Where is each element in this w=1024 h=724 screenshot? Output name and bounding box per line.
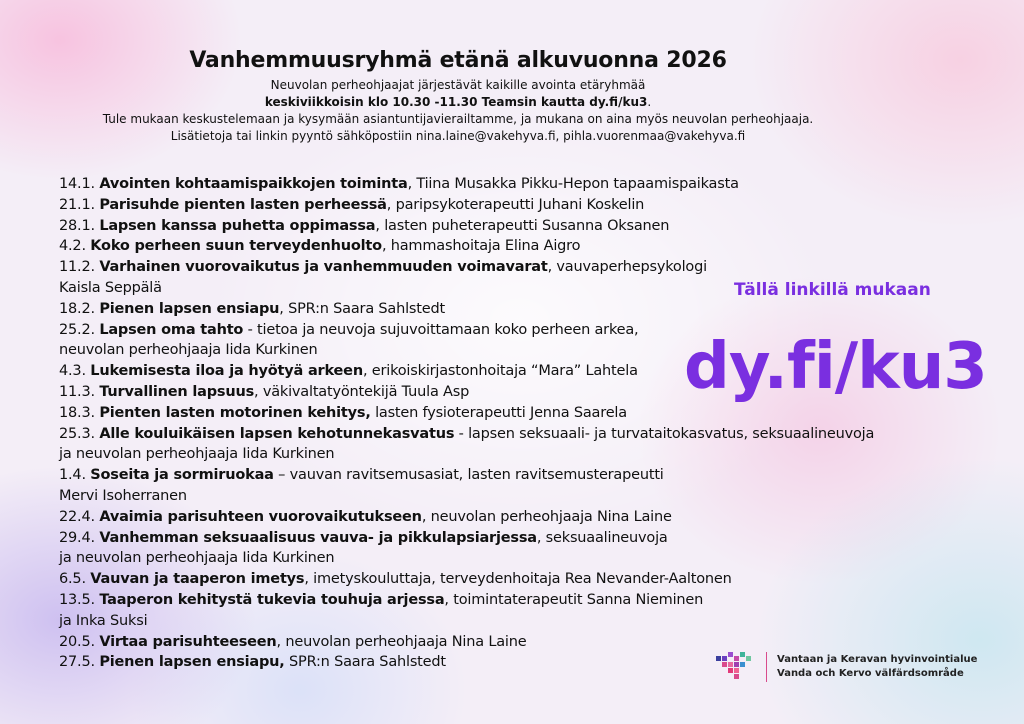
schedule-speaker: , vauvaperhepsykologi [547, 259, 707, 276]
contact-line: Lisätietoja tai linkin pyyntö sähköpostiin nina.laine@vakehyva.fi, pihla.vuorenmaa@vakehyva.fi [170, 129, 746, 143]
schedule-date: ja neuvolan perheohjaaja Iida Kurkinen [59, 446, 335, 463]
schedule-date: 4.2. [59, 238, 91, 255]
page-title: Vanhemmuusryhmä etänä alkuvuonna 2026 [189, 48, 727, 73]
schedule-date: 4.3. [59, 363, 91, 380]
schedule-row [59, 424, 879, 445]
schedule-row [59, 465, 879, 486]
schedule-speaker: , hammashoitaja Elina Aigro [381, 238, 581, 255]
schedule-date: 18.2. [59, 300, 100, 317]
schedule-date: 25.3. [59, 425, 100, 442]
schedule-speaker: , imetyskouluttaja, terveydenhoitaja Rea Nevander-Aaltonen [304, 571, 732, 588]
schedule-row [59, 236, 879, 257]
schedule-row [59, 569, 879, 590]
logo-divider [766, 652, 767, 682]
intro-line-2 [0, 94, 916, 111]
schedule-topic: Parisuhde pienten lasten perheessä [99, 196, 387, 213]
schedule-topic: Lapsen kanssa puhetta oppimassa [99, 217, 376, 234]
schedule-date: 18.3. [59, 404, 100, 421]
wellbeing-area-logo-icon [716, 652, 754, 682]
schedule-date: 20.5. [59, 633, 100, 650]
schedule-row [59, 507, 879, 528]
schedule-date: 6.5. [59, 571, 91, 588]
schedule-topic: Pienen lapsen ensiapu [99, 300, 280, 317]
schedule-speaker: , neuvolan perheohjaaja Nina Laine [276, 633, 527, 650]
schedule-row [59, 611, 879, 632]
logo-text [777, 653, 977, 681]
intro-line-3: Tule mukaan keskustelemaan ja kysymään asiantuntijavierailtamme, ja mukana on aina myös neuvolan perheohjaaja. [102, 112, 814, 126]
schedule-date: 11.3. [59, 383, 100, 400]
schedule-row [59, 174, 879, 195]
schedule-speaker: , paripsykoterapeutti Juhani Koskelin [386, 196, 645, 213]
schedule-speaker: , Tiina Musakka Pikku-Hepon tapaamispaikasta [407, 176, 739, 192]
link-label: Tällä linkillä mukaan [734, 280, 931, 300]
schedule-topic: Lukemisesta iloa ja hyötyä arkeen [90, 363, 363, 380]
schedule-row [59, 195, 879, 216]
schedule-row [59, 216, 879, 237]
schedule-topic: Varhainen vuorovaikutus ja vanhemmuuden voimavarat [99, 259, 548, 276]
schedule-speaker: , seksuaalineuvoja [536, 529, 668, 546]
schedule-speaker: , erikoiskirjastonhoitaja “Mara” Lahtela [362, 363, 638, 380]
logo-line-sv: Vanda och Kervo välfärdsområde [777, 668, 964, 679]
join-link[interactable]: dy.fi/ku3 [684, 330, 987, 404]
schedule-row [59, 486, 879, 507]
schedule-date: 28.1. [59, 217, 100, 234]
schedule-topic: Vanhemman seksuaalisuus vauva- ja pikkulapsiarjessa [99, 529, 537, 546]
schedule-date: 1.4. [59, 467, 91, 484]
schedule-topic: Turvallinen lapsuus [99, 383, 255, 400]
schedule-row [59, 548, 879, 569]
schedule-row [59, 403, 879, 424]
schedule-speaker: – vauvan ravitsemusasiat, lasten ravitsemusterapeutti [273, 467, 664, 484]
schedule-row [59, 444, 879, 465]
schedule-date: 13.5. [59, 591, 100, 608]
schedule-date: 11.2. [59, 259, 100, 276]
schedule-speaker: lasten fysioterapeutti Jenna Saarela [370, 404, 627, 421]
header [0, 48, 916, 145]
schedule-date: ja Inka Suksi [59, 612, 148, 629]
schedule-topic: Vauvan ja taaperon imetys [90, 571, 305, 588]
schedule-date: Kaisla Seppälä [59, 279, 162, 296]
schedule-speaker: , neuvolan perheohjaaja Nina Laine [421, 508, 672, 525]
schedule-row [59, 590, 879, 611]
intro-line-1: Neuvolan perheohjaajat järjestävät kaikille avointa etäryhmää [270, 78, 646, 92]
schedule-date: Mervi Isoherranen [59, 487, 187, 504]
schedule-topic: Lapsen oma tahto [99, 321, 244, 338]
schedule-row [59, 528, 879, 549]
schedule-row [59, 257, 879, 278]
schedule-topic: Soseita ja sormiruokaa [90, 467, 274, 484]
schedule-speaker: , lasten puheterapeutti Susanna Oksanen [375, 217, 670, 234]
schedule-date: 25.2. [59, 321, 100, 338]
schedule-topic: Koko perheen suun terveydenhuolto [90, 238, 382, 255]
schedule-row [59, 632, 879, 653]
logo [716, 652, 977, 682]
schedule-speaker: , toimintaterapeutit Sanna Nieminen [444, 591, 704, 608]
schedule-date: 22.4. [59, 508, 100, 525]
intro-line-2-end: . [647, 95, 652, 109]
intro-time-bold: keskiviikkoisin klo 10.30 -11.30 Teamsin kautta dy.fi/ku3 [264, 95, 648, 109]
schedule-speaker: , väkivaltatyöntekijä Tuula Asp [254, 383, 470, 400]
schedule-date: ja neuvolan perheohjaaja Iida Kurkinen [59, 550, 335, 567]
schedule-row [59, 299, 879, 320]
schedule-topic: Taaperon kehitystä tukevia touhuja arjessa [99, 591, 445, 608]
schedule-speaker: SPR:n Saara Sahlstedt [284, 654, 446, 671]
logo-line-fi: Vantaan ja Keravan hyvinvointialue [777, 654, 978, 665]
schedule-list [59, 174, 879, 673]
schedule-topic: Pienen lapsen ensiapu, [99, 654, 285, 671]
schedule-topic: Avointen kohtaamispaikkojen toiminta [99, 176, 408, 192]
schedule-date: 27.5. [59, 654, 100, 671]
schedule-speaker: - tietoa ja neuvoja sujuvoittamaan koko perheen arkea, [243, 321, 639, 338]
schedule-topic: Avaimia parisuhteen vuorovaikutukseen [99, 508, 422, 525]
schedule-date: 14.1. [59, 176, 100, 192]
schedule-date: 21.1. [59, 196, 100, 213]
schedule-topic: Alle kouluikäisen lapsen kehotunnekasvatus [99, 425, 455, 442]
schedule-date: neuvolan perheohjaaja Iida Kurkinen [59, 342, 318, 359]
schedule-date: 29.4. [59, 529, 100, 546]
schedule-topic: Pienten lasten motorinen kehitys, [99, 404, 371, 421]
schedule-topic: Virtaa parisuhteeseen [99, 633, 277, 650]
schedule-speaker: , SPR:n Saara Sahlstedt [279, 300, 445, 317]
schedule-speaker: - lapsen seksuaali- ja turvataitokasvatus, seksuaalineuvoja [454, 425, 875, 442]
